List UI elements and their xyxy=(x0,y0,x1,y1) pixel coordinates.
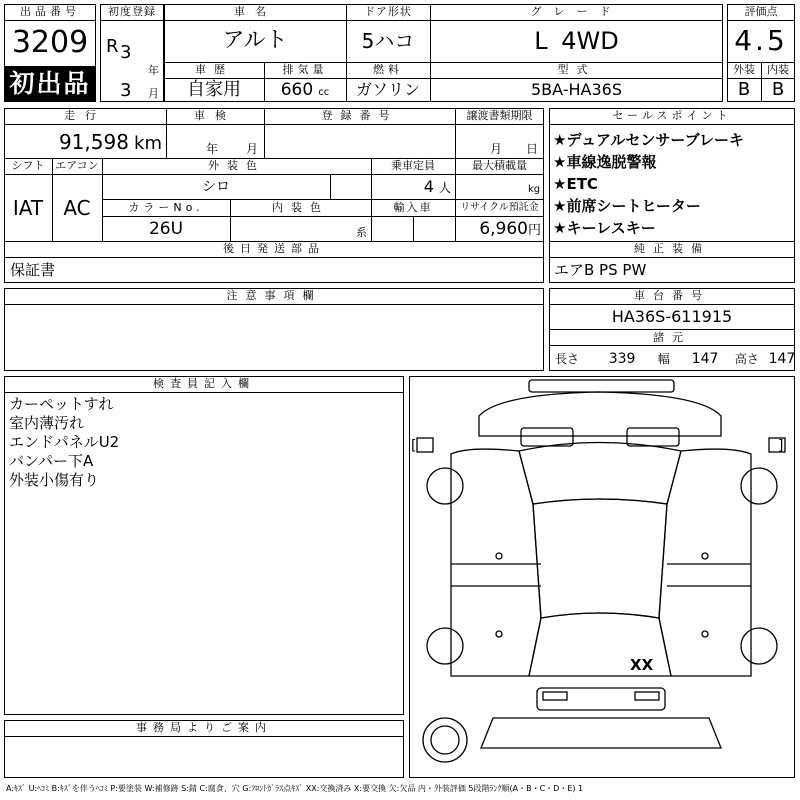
fuel-header: 燃料 xyxy=(373,63,403,76)
displacement-unit: cc xyxy=(318,87,330,98)
later-parts-header: 後日発送部品 xyxy=(223,242,325,255)
mileage-value: 91,598 xyxy=(58,130,129,154)
ext-color-header: 外装色 xyxy=(208,159,265,172)
first-listing-badge xyxy=(5,66,95,101)
mileage xyxy=(4,126,162,160)
score-header: 評価点 xyxy=(744,5,778,18)
car-name: アルト xyxy=(222,28,288,53)
divider xyxy=(164,20,723,21)
dims-header: 諸元 xyxy=(653,331,691,344)
door-header: ドア形状 xyxy=(364,5,412,18)
aircon: AC xyxy=(63,196,91,220)
lot-header: 出品番号 xyxy=(20,5,80,18)
height-label: 高さ xyxy=(734,352,759,366)
divider xyxy=(4,257,544,258)
divider xyxy=(4,124,544,125)
equipment-header: 純正装備 xyxy=(634,242,710,255)
divider xyxy=(549,304,795,305)
width: 147 xyxy=(691,351,719,367)
displacement-value: 660 xyxy=(280,80,314,100)
divider xyxy=(727,20,795,21)
recycle xyxy=(455,217,541,243)
month-unit: 月 xyxy=(148,87,159,100)
list-item: カーペットすれ xyxy=(9,395,114,413)
bracket-left: [ xyxy=(411,438,417,454)
score: 4.5 xyxy=(734,24,788,57)
sales-points-header: セールスポイント xyxy=(612,109,732,122)
shift: IAT xyxy=(12,196,44,220)
car-damage-diagram xyxy=(409,376,795,778)
list-item: ★デュアルセンサーブレーキ xyxy=(553,131,745,149)
shift-header: シフト xyxy=(11,159,45,172)
interior-header: 内装 xyxy=(767,63,789,76)
grade: L 4WD xyxy=(534,27,619,55)
history-header: 車歴 xyxy=(195,63,233,76)
divider xyxy=(413,216,414,241)
capacity-value: 4 xyxy=(423,177,434,196)
car-name-header: 車名 xyxy=(234,5,276,18)
first-reg-header: 初度登録 xyxy=(108,5,156,18)
divider xyxy=(4,304,544,305)
chassis: HA36S-611915 xyxy=(611,307,733,326)
model: 5BA-HA36S xyxy=(530,80,622,99)
inspection-year-unit: 年 xyxy=(206,142,219,156)
legend: A:ｷｽﾞ U:ﾍｺﾐ B:ｷｽﾞを伴うﾍｺﾐ P:要塗装 W:補修跡 S:錆 C:腐食、穴 G:ﾌﾛﾝﾄｶﾞﾗｽ点ｷｽﾞ XX:交換済み X:要交換 欠:欠品 内・外装評価 5段階ﾗﾝｸ順(A・B・C・D・E) 1 xyxy=(6,784,584,793)
list-item: ★車線逸脱警報 xyxy=(553,153,657,171)
color-no: 26U xyxy=(148,219,184,239)
month: 3 xyxy=(120,80,132,101)
list-item: バンパー下A xyxy=(9,452,94,470)
list-item: 室内薄汚れ xyxy=(9,414,85,432)
recycle-value: 6,960 xyxy=(479,219,528,239)
doc-month-unit: 月 xyxy=(490,142,503,156)
first-listing-text: 初出品 xyxy=(9,69,91,98)
int-color-header: 内装色 xyxy=(272,201,329,214)
inspection-month-unit: 月 xyxy=(246,142,259,156)
divider xyxy=(549,124,795,125)
equipment: エアB PS PW xyxy=(554,261,647,279)
list-item: エンドパネルU2 xyxy=(9,433,120,451)
year-unit: 年 xyxy=(148,64,159,77)
max-load-unit: kg xyxy=(528,184,541,195)
ext-color: シロ xyxy=(202,179,230,195)
divider xyxy=(330,174,331,199)
list-item: ★キーレスキー xyxy=(553,219,656,237)
capacity xyxy=(371,175,451,200)
dims-row xyxy=(555,348,796,370)
exterior-header: 外装 xyxy=(733,63,755,76)
doc-day-unit: 日 xyxy=(526,142,539,156)
capacity-header: 乗車定員 xyxy=(391,159,435,172)
capacity-unit: 人 xyxy=(438,181,451,195)
damage-mark: XX xyxy=(630,656,654,674)
width-label: 幅 xyxy=(657,352,670,366)
import-header: 輸入車 xyxy=(393,201,433,214)
color-no-header: カラーNo. xyxy=(128,201,204,214)
inspection-header: 車検 xyxy=(194,109,236,122)
era-year: 3 xyxy=(120,42,132,63)
divider xyxy=(4,736,404,737)
office-header: 事務局よりご案内 xyxy=(136,721,272,734)
length-label: 長さ xyxy=(555,352,580,366)
int-color-unit: 系 xyxy=(356,226,367,239)
height: 147 xyxy=(768,351,796,367)
interior-grade: B xyxy=(771,79,785,100)
grade-header: グレード xyxy=(530,5,623,18)
divider xyxy=(549,345,795,346)
mileage-unit: km xyxy=(134,133,162,154)
fuel: ガソリン xyxy=(355,80,420,99)
recycle-unit: 円 xyxy=(527,223,541,238)
list-item: ★ETC xyxy=(553,175,598,193)
list-item: 外装小傷有り xyxy=(9,471,100,489)
mileage-header: 走行 xyxy=(64,109,106,122)
lot-number: 3209 xyxy=(11,25,89,60)
later-parts: 保証書 xyxy=(10,261,56,279)
doc-period-header: 譲渡書類期限 xyxy=(466,109,533,122)
displacement-header: 排気量 xyxy=(282,63,328,76)
reg-number-header: 登録番号 xyxy=(321,109,398,122)
sales-points-list xyxy=(553,129,793,239)
inspector-notes xyxy=(9,395,119,490)
length: 339 xyxy=(608,351,636,367)
chassis-header: 車台番号 xyxy=(634,289,710,302)
bracket-right: ] xyxy=(778,438,784,454)
list-item: ★前席シートヒーター xyxy=(553,197,701,215)
door: 5ハコ xyxy=(361,29,415,53)
history: 自家用 xyxy=(187,79,241,100)
recycle-header: リサイクル預託金 xyxy=(460,202,539,213)
exterior-grade: B xyxy=(737,79,751,100)
max-load-header: 最大積載量 xyxy=(472,159,527,172)
divider xyxy=(4,392,404,393)
inspector-header: 検査員記入欄 xyxy=(153,377,255,390)
divider xyxy=(4,20,96,21)
notes-header: 注意事項欄 xyxy=(226,289,322,302)
era: R xyxy=(106,36,119,57)
divider xyxy=(549,257,795,258)
divider xyxy=(100,20,164,21)
aircon-header: エアコン xyxy=(55,159,99,172)
model-header: 型式 xyxy=(557,63,596,76)
displacement xyxy=(264,79,346,104)
